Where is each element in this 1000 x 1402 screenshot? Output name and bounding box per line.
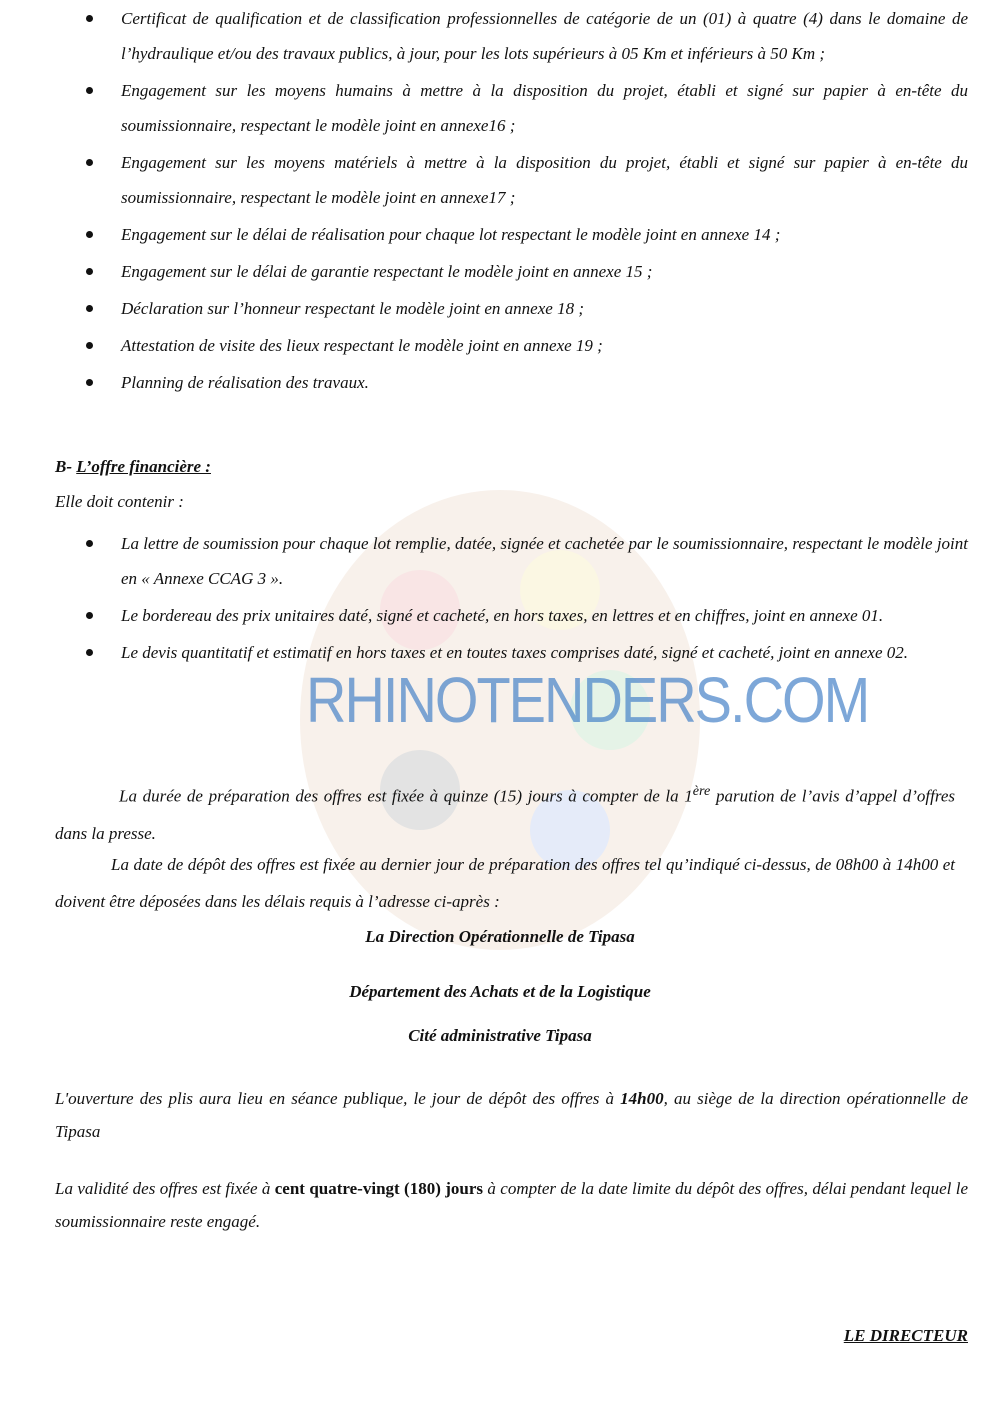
paragraph-text: , au siège de la direction opérationnelle de Tipasa bbox=[55, 1089, 968, 1141]
section-prefix: B- bbox=[55, 457, 77, 476]
paragraph-text: La validité des offres est fixée à bbox=[55, 1179, 275, 1198]
bullet-icon bbox=[86, 540, 93, 547]
bullet-icon bbox=[86, 268, 93, 275]
paragraph-text: à compter de la date limite du dépôt des offres, délai pendant lequel le soumissionnaire reste engagé. bbox=[55, 1179, 968, 1231]
paragraph-bold: 14h00 bbox=[620, 1089, 664, 1108]
list-item-text: Engagement sur le délai de réalisation pour chaque lot respectant le modèle joint en annexe 14 ; bbox=[121, 225, 781, 244]
bullet-icon bbox=[86, 231, 93, 238]
list-item bbox=[0, 328, 1000, 363]
opening-paragraph bbox=[55, 1082, 968, 1148]
list-item bbox=[0, 217, 1000, 252]
list-item bbox=[0, 365, 1000, 400]
bullet-icon bbox=[86, 15, 93, 22]
list-item bbox=[0, 1, 1000, 71]
section-title: L’offre financière : bbox=[76, 457, 211, 476]
list-item bbox=[0, 73, 1000, 143]
preparation-duration-paragraph bbox=[55, 773, 955, 852]
signature-title: LE DIRECTEUR bbox=[843, 1326, 968, 1345]
paragraph-text: parution de l’avis d’appel d’offres dans la presse. bbox=[55, 786, 956, 843]
bullet-icon bbox=[86, 305, 93, 312]
bullet-icon bbox=[86, 87, 93, 94]
financial-offer-list bbox=[0, 526, 1000, 672]
address-line-direction: La Direction Opérationnelle de Tipasa bbox=[365, 927, 635, 946]
list-item-text: Engagement sur les moyens matériels à mettre à la disposition du projet, établi et signé sur papier à en-tête du soumissionnaire, respectant le modèle joint en annexe17 ; bbox=[121, 153, 968, 207]
list-item-text: Attestation de visite des lieux respectant le modèle joint en annexe 19 ; bbox=[121, 336, 603, 355]
list-item-text: Engagement sur le délai de garantie respectant le modèle joint en annexe 15 ; bbox=[121, 262, 653, 281]
list-item-text: Le bordereau des prix unitaires daté, signé et cacheté, en hors taxes, en lettres et en chiffres, joint en annexe 01. bbox=[121, 606, 884, 625]
site-watermark: RHINOTENDERS.COM bbox=[306, 663, 869, 736]
paragraph-text: L'ouverture des plis aura lieu en séance publique, le jour de dépôt des offres à bbox=[55, 1089, 621, 1108]
list-item-text: Le devis quantitatif et estimatif en hors taxes et en toutes taxes comprises daté, signé et cacheté, joint en annexe 02. bbox=[121, 643, 909, 662]
bullet-icon bbox=[86, 159, 93, 166]
bullet-icon bbox=[86, 612, 93, 619]
superscript: ère bbox=[692, 783, 711, 799]
list-item bbox=[0, 254, 1000, 289]
list-item bbox=[0, 145, 1000, 215]
paragraph-text: La durée de préparation des offres est fixée à quinze (15) jours à compter de la 1 bbox=[119, 786, 693, 806]
validity-paragraph bbox=[55, 1172, 968, 1238]
address-line-department: Département des Achats et de la Logistique bbox=[349, 982, 651, 1001]
list-item bbox=[0, 291, 1000, 326]
paragraph-bold: cent quatre-vingt (180) jours bbox=[274, 1179, 484, 1198]
deposit-date-paragraph bbox=[55, 846, 955, 920]
list-item-text: Engagement sur les moyens humains à mettre à la disposition du projet, établi et signé sur papier à en-tête du soumissionnaire, respectant le modèle joint en annexe16 ; bbox=[121, 81, 968, 135]
list-item bbox=[0, 526, 1000, 596]
paragraph-text: La date de dépôt des offres est fixée au dernier jour de préparation des offres tel qu’indiqué ci-dessus, de 08h00 à 14h00 et doivent être déposées dans les délais requis à l’adresse ci-après : bbox=[55, 855, 955, 911]
bullet-icon bbox=[86, 649, 93, 656]
section-heading bbox=[55, 457, 211, 477]
list-item-text: Certificat de qualification et de classification professionnelles de catégorie de un (01) à quatre (4) dans le domaine de l’hydraulique et/ou des travaux publics, à jour, pour les lots supérieurs à 05 Km et inférieurs à 50 Km ; bbox=[121, 9, 968, 63]
bullet-icon bbox=[86, 342, 93, 349]
list-item bbox=[0, 598, 1000, 633]
section-intro: Elle doit contenir : bbox=[55, 492, 184, 511]
list-item-text: Planning de réalisation des travaux. bbox=[121, 373, 369, 392]
bullet-icon bbox=[86, 379, 93, 386]
address-line-city: Cité administrative Tipasa bbox=[408, 1026, 592, 1045]
list-item-text: La lettre de soumission pour chaque lot remplie, datée, signée et cachetée par le soumissionnaire, respectant le modèle joint en « Annexe CCAG 3 ». bbox=[121, 534, 968, 588]
list-item-text: Déclaration sur l’honneur respectant le modèle joint en annexe 18 ; bbox=[121, 299, 584, 318]
required-documents-list bbox=[0, 1, 1000, 402]
